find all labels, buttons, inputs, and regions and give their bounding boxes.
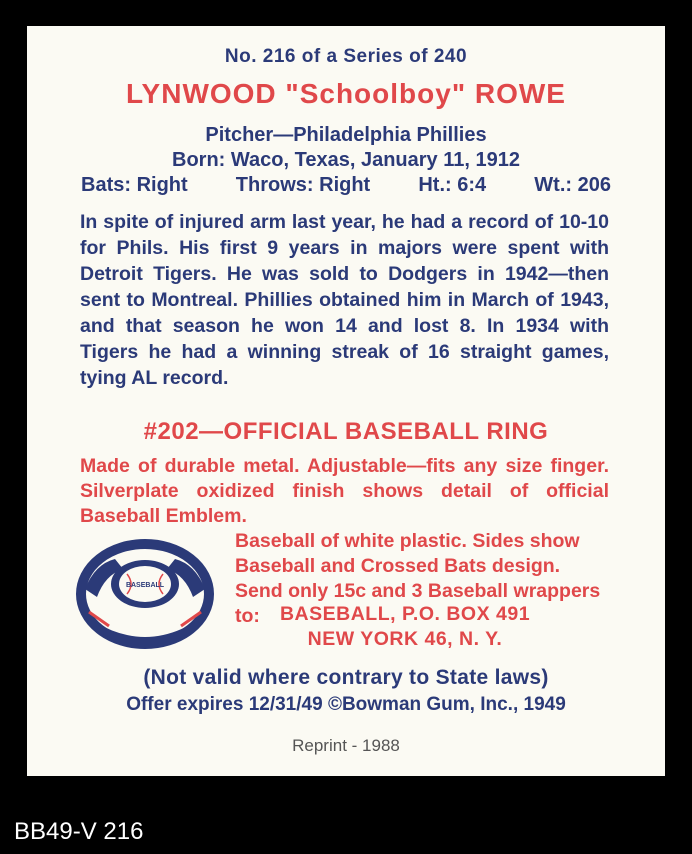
reprint-note: Reprint - 1988 xyxy=(292,736,400,755)
disclaimer: (Not valid where contrary to State laws) xyxy=(143,666,549,689)
offer-text: Made of durable metal. Adjustable—fits any size finger. Silverplate oxidized finish shows detail of official Baseball Emblem. xyxy=(80,455,609,527)
height: Ht.: 6:4 xyxy=(418,174,487,196)
player-position: Pitcher—Philadelphia Phillies xyxy=(205,124,487,146)
player-name: LYNWOOD "Schoolboy" ROWE xyxy=(126,78,566,109)
series-number: No. 216 of a Series of 240 xyxy=(224,46,468,67)
address-line-1: BASEBALL, P.O. BOX 491 xyxy=(279,603,531,625)
card-back xyxy=(27,26,665,776)
ring-emblem-text: BASEBALL xyxy=(125,582,165,589)
offer-title: #202—OFFICIAL BASEBALL RING xyxy=(143,418,549,445)
mailing-address xyxy=(235,602,575,652)
throws: Throws: Right xyxy=(235,174,371,196)
player-bio: In spite of injured arm last year, he had a record of 10-10 for Phils. His first 9 years in majors were spent with Detroit Tigers. He was sold to Dodgers in 1942—then sent to Montreal. Phillies obtained him in March of 1943, and that season he won 14 and lost 8. In 1934 with Tigers he had a winning streak of 16 straight games, tying AL record. xyxy=(80,211,609,389)
weight: Wt.: 206 xyxy=(534,174,611,196)
offer-text-continued: Baseball of white plastic. Sides show Baseball and Crossed Bats design. Send only 15c and 3 Baseball wrappers to: xyxy=(235,530,601,627)
bats: Bats: Right xyxy=(81,174,188,196)
address-line-2: NEW YORK 46, N. Y. xyxy=(307,628,503,650)
offer-expires: Offer expires 12/31/49 ©Bowman Gum, Inc., 1949 xyxy=(126,694,566,715)
player-stats xyxy=(81,174,611,197)
catalog-id: BB49-V 216 xyxy=(14,818,144,845)
player-born: Born: Waco, Texas, January 11, 1912 xyxy=(172,149,520,171)
baseball-ring-icon xyxy=(75,534,215,650)
